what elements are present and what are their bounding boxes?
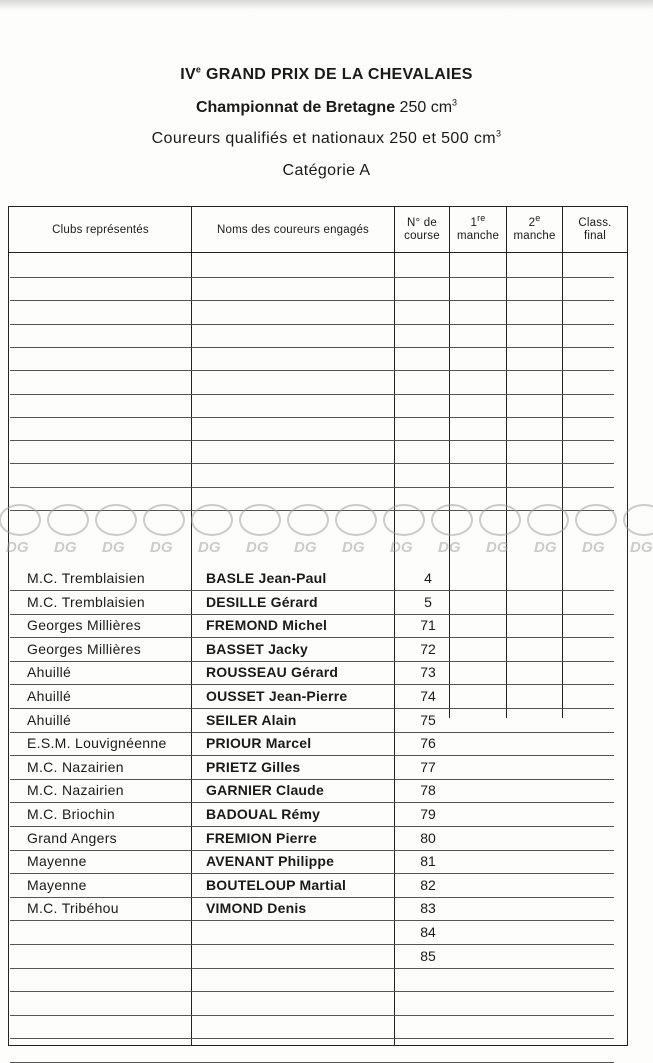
ruled-line <box>10 708 614 709</box>
race-number-cell: 73 <box>420 664 436 681</box>
club-cell: M.C. Briochin <box>27 806 115 822</box>
race-number-cell: 77 <box>420 758 436 775</box>
watermark-text: DG <box>534 539 557 556</box>
ruled-line <box>10 463 614 464</box>
watermark-text: DG <box>390 539 413 556</box>
rider-name-cell: SEILER Alain <box>206 711 297 728</box>
watermark-seal <box>48 505 88 535</box>
watermark-text: DG <box>102 539 125 556</box>
race-number-cell: 83 <box>420 900 436 917</box>
watermark-text: DG <box>150 539 173 556</box>
watermark-seal <box>480 505 520 535</box>
header-first-heat: 1re manche <box>456 213 500 242</box>
club-cell: M.C. Tremblaisien <box>27 570 145 586</box>
race-number-cell: 80 <box>420 829 436 846</box>
race-number-cell: 84 <box>420 924 436 940</box>
watermark-seal <box>432 505 472 535</box>
header-final-ranking: Class. final <box>578 217 612 242</box>
ruled-line <box>10 370 614 371</box>
ruled-line <box>10 394 614 395</box>
watermark-seal <box>288 505 328 535</box>
rider-name-cell: FREMION Pierre <box>206 829 317 846</box>
watermark-text: DG <box>198 539 221 556</box>
rider-name-cell: ROUSSEAU Gérard <box>206 664 339 681</box>
race-number-cell: 81 <box>420 853 436 870</box>
rider-name-cell: AVENANT Philippe <box>206 853 335 870</box>
watermark-text: DG <box>630 539 653 556</box>
watermark-text: DG <box>246 539 269 556</box>
club-cell: Grand Angers <box>27 829 117 846</box>
race-number-cell: 82 <box>420 876 436 893</box>
rider-name-cell: OUSSET Jean-Pierre <box>206 688 348 704</box>
watermark-seal <box>144 505 184 535</box>
rider-name-cell: PRIETZ Gilles <box>206 758 301 775</box>
watermark-strip <box>0 502 653 560</box>
watermark-seal <box>192 505 232 535</box>
rider-name-cell: BOUTELOUP Martial <box>206 876 347 893</box>
watermark-seal <box>384 505 424 535</box>
watermark-text: DG <box>486 539 509 556</box>
club-cell: Ahuillé <box>27 688 72 704</box>
club-cell: E.S.M. Louvignéenne <box>27 735 167 752</box>
ruled-line <box>10 944 614 945</box>
watermark-text: DG <box>54 539 77 556</box>
ruled-line <box>10 277 614 278</box>
watermark-seal <box>624 505 653 535</box>
watermark-seal <box>96 505 136 535</box>
ruled-line <box>10 968 614 969</box>
race-number-cell: 78 <box>420 782 436 799</box>
dg-watermark-pattern <box>0 502 653 560</box>
watermark-seal <box>576 505 616 535</box>
race-number-cell: 5 <box>424 593 432 610</box>
club-cell: M.C. Nazairien <box>27 758 124 775</box>
ruled-line <box>10 1015 614 1016</box>
riders-subtitle: Coureurs qualifiés et nationaux 250 et 500 $cm^3$ <box>151 128 502 147</box>
club-cell: M.C. Tremblaisien <box>27 593 145 610</box>
category-label: Catégorie A <box>282 162 371 179</box>
club-cell: M.C. Tribéhou <box>27 900 119 917</box>
race-number-cell: 76 <box>420 735 436 752</box>
club-cell: M.C. Nazairien <box>27 782 124 799</box>
header-second-heat: 2e manche <box>513 213 556 242</box>
ruled-line <box>10 920 614 921</box>
scan-edge-shading <box>0 0 653 10</box>
race-number-cell: 72 <box>420 640 436 657</box>
ruled-line <box>10 1038 614 1039</box>
event-title: IVe GRAND PRIX DE LA CHEVALAIES <box>180 64 473 83</box>
rider-name-cell: PRIOUR Marcel <box>206 735 312 752</box>
watermark-text: DG <box>342 539 365 556</box>
header-clubs: Clubs représentés <box>52 223 149 236</box>
club-cell: Georges Millières <box>27 640 142 657</box>
watermark-seal <box>336 505 376 535</box>
rider-name-cell: BASLE Jean-Paul <box>206 570 327 586</box>
ruled-line <box>10 324 614 325</box>
club-cell: Ahuillé <box>27 664 72 681</box>
club-cell: Mayenne <box>27 853 87 870</box>
rider-name-cell: DESILLE Gérard <box>206 593 318 610</box>
championship-subtitle: Championnat de Bretagne 250 $cm^3$ <box>195 97 458 116</box>
header-names: Noms des coureurs engagés <box>216 223 370 236</box>
ruled-line <box>10 300 614 301</box>
ruled-line <box>10 440 614 441</box>
club-cell: Mayenne <box>27 876 87 893</box>
rider-name-cell: GARNIER Claude <box>206 782 324 799</box>
race-number-cell: 74 <box>420 688 436 704</box>
watermark-text: DG <box>6 539 29 556</box>
ruled-line <box>10 417 614 418</box>
column-divider <box>506 206 507 718</box>
race-number-cell: 79 <box>420 806 436 822</box>
column-divider <box>562 206 563 718</box>
race-number-cell: 71 <box>420 617 436 634</box>
race-number-cell: 4 <box>424 570 432 586</box>
rider-name-cell: BASSET Jacky <box>206 640 309 657</box>
rider-name-cell: FREMOND Michel <box>206 617 328 634</box>
header-race-number: N° de course <box>404 217 440 242</box>
rider-name-cell: VIMOND Denis <box>206 900 307 917</box>
ruled-line <box>10 347 614 348</box>
watermark-seal <box>240 505 280 535</box>
watermark-seal <box>0 505 40 535</box>
club-cell: Ahuillé <box>27 711 72 728</box>
watermark-text: DG <box>294 539 317 556</box>
watermark-text: DG <box>582 539 605 556</box>
header-divider <box>9 252 627 253</box>
race-number-cell: 85 <box>420 947 436 964</box>
rider-name-cell: BADOUAL Rémy <box>206 806 321 822</box>
watermark-seal <box>528 505 568 535</box>
ruled-line <box>10 991 614 992</box>
watermark-text: DG <box>438 539 461 556</box>
club-cell: Georges Millières <box>27 617 142 634</box>
race-number-cell: 75 <box>420 711 436 728</box>
ruled-line <box>10 487 614 488</box>
